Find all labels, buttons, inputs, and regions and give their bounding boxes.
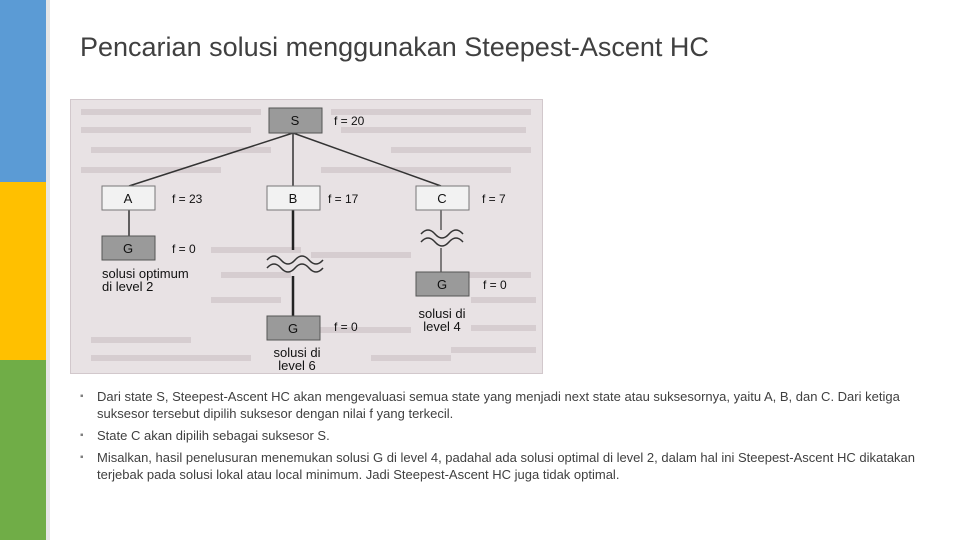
node-c (416, 186, 506, 210)
node-g-level2-caption-1: solusi optimum (102, 266, 189, 281)
node-g-level4-label: G (436, 277, 448, 292)
bullet-marker-icon: ▪ (80, 452, 84, 463)
node-a-value: f = 23 (172, 192, 203, 206)
node-g-level2 (102, 236, 196, 294)
node-s-value: f = 20 (334, 114, 365, 128)
search-tree-figure (70, 99, 543, 374)
bullet-item (80, 449, 920, 483)
bullet-text: Misalkan, hasil penelusuran menemukan solusi G di level 4, padahal ada solusi optimal di level 2, dalam hal ini Steepest-Ascent HC dikatakan terjebak pada solusi lokal atau local minimum. Jadi Steepest-Ascent HC juga tidak optimal. (97, 450, 916, 482)
node-a (102, 186, 203, 210)
slide-title: Pencarian solusi menggunakan Steepest-Ascent HC (80, 32, 709, 62)
accent-stripe-yellow (0, 182, 46, 360)
node-b (267, 186, 359, 210)
node-g-level6-label: G (287, 321, 299, 336)
bullet-marker-icon: ▪ (80, 430, 84, 441)
node-g-level4-caption-1: solusi di (418, 306, 466, 321)
accent-stripe-green (0, 360, 46, 540)
bullet-marker-icon: ▪ (80, 391, 84, 402)
node-s-label: S (290, 113, 300, 128)
bullet-text: Dari state S, Steepest-Ascent HC akan mengevaluasi semua state yang menjadi next state atau suksesornya, yaitu A, B, dan C. Dari ketiga suksesor tersebut dipilih suksesor dengan nilai f yang terkecil. (97, 389, 900, 421)
node-c-value: f = 7 (482, 192, 506, 206)
accent-stripe-blue (0, 0, 46, 182)
node-g-level6-value: f = 0 (334, 320, 358, 334)
node-a-label: A (123, 191, 133, 206)
node-c-label: C (437, 191, 447, 206)
node-g-level4-caption-2: level 4 (423, 319, 461, 334)
node-g-level6 (267, 316, 358, 373)
node-g-level2-value: f = 0 (172, 242, 196, 256)
node-b-value: f = 17 (328, 192, 359, 206)
bullet-item (80, 388, 920, 422)
accent-stripe-edge (46, 0, 50, 540)
bullet-text: State C akan dipilih sebagai suksesor S. (97, 428, 330, 443)
node-g-level4-value: f = 0 (483, 278, 507, 292)
node-g-level6-caption-1: solusi di (273, 345, 321, 360)
node-g-level2-caption-2: di level 2 (102, 279, 154, 294)
bullet-list (80, 388, 920, 488)
node-b-label: B (288, 191, 298, 206)
node-g-level6-caption-2: level 6 (278, 358, 316, 373)
bullet-item (80, 427, 920, 444)
node-g-level2-label: G (122, 241, 134, 256)
